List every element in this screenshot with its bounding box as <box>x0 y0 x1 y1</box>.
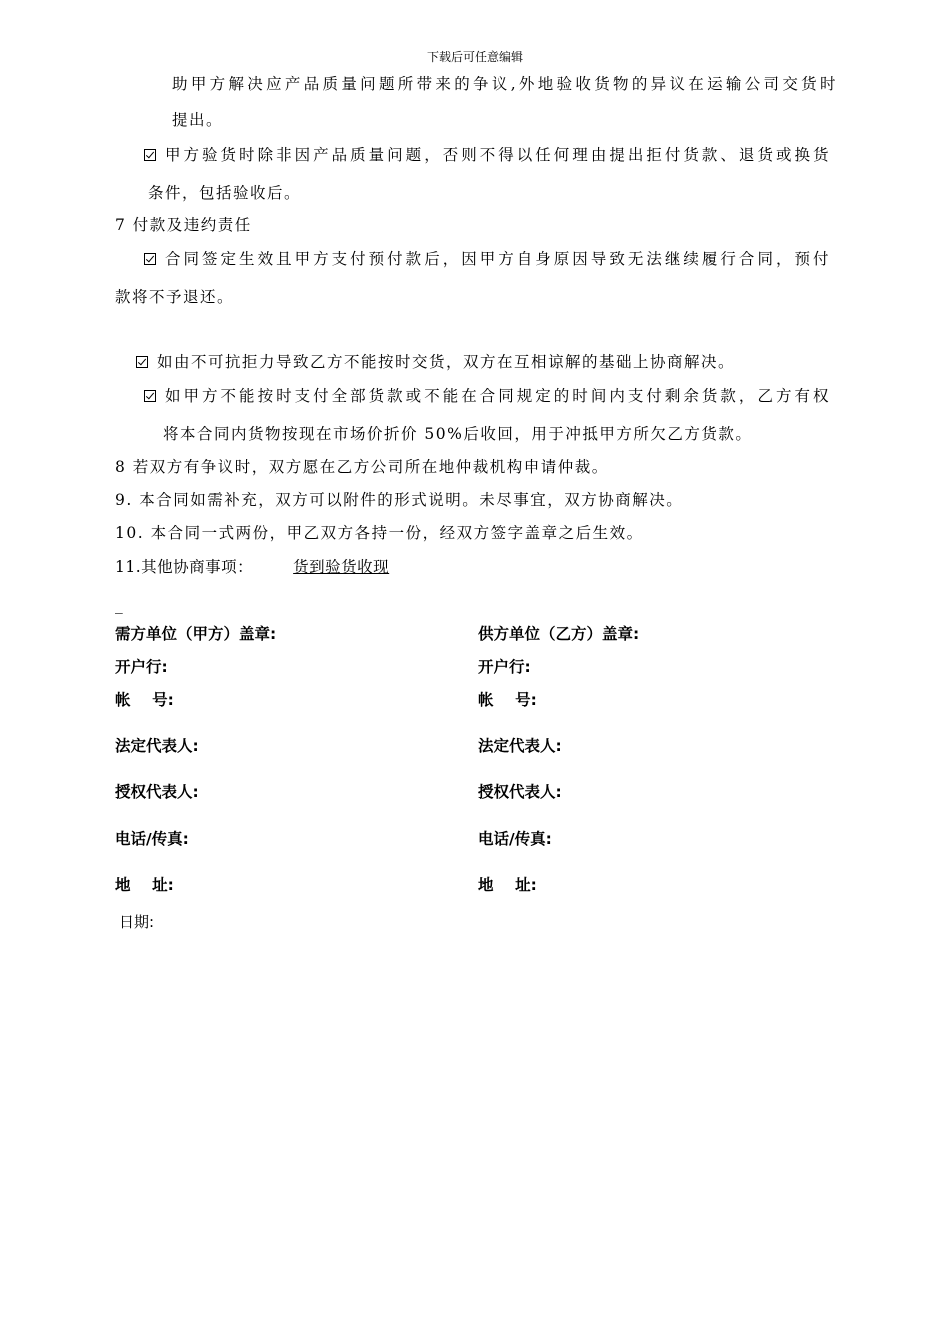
seller-seal-label: 供方单位（乙方）盖章: <box>478 625 640 643</box>
checked-box-icon <box>136 356 148 368</box>
clause-text: 合同签定生效且甲方支付预付款后，因甲方自身原因导致无法继续履行合同，预付 <box>165 250 829 268</box>
section-heading: 7 付款及违约责任 <box>115 216 252 234</box>
section-clause: 9. 本合同如需补充，双方可以附件的形式说明。未尽事宜，双方协商解决。 <box>115 491 684 509</box>
buyer-legal-rep-label: 法定代表人: <box>115 737 199 755</box>
checkbox-clause <box>144 386 836 406</box>
buyer-account-label: 帐 号: <box>115 691 174 709</box>
checked-box-icon <box>144 390 156 402</box>
other-matters-label: 11.其他协商事项： <box>115 558 254 576</box>
seller-legal-rep-label: 法定代表人: <box>478 737 562 755</box>
date-label: 日期: <box>119 913 155 931</box>
clause-text: 如由不可抗拒力导致乙方不能按时交货，双方在互相谅解的基础上协商解决。 <box>157 353 736 371</box>
page-header: 下载后可任意编辑 <box>426 50 523 64</box>
buyer-seal-label: 需方单位（甲方）盖章: <box>115 625 277 643</box>
other-matters-value: 货到验货收现 <box>293 558 390 576</box>
seller-phone-label: 电话/传真: <box>478 830 552 848</box>
section-clause: 8 若双方有争议时，双方愿在乙方公司所在地仲裁机构申请仲裁。 <box>115 458 609 476</box>
buyer-bank-label: 开户行: <box>115 658 168 676</box>
section-clause: 10. 本合同一式两份，甲乙双方各持一份，经双方签字盖章之后生效。 <box>115 524 644 542</box>
seller-auth-rep-label: 授权代表人: <box>478 783 562 801</box>
clause-line: 款将不予退还。 <box>115 288 235 306</box>
buyer-address-label: 地 址: <box>115 876 174 894</box>
dash-mark: _ <box>115 596 125 614</box>
buyer-phone-label: 电话/传真: <box>115 830 189 848</box>
checked-box-icon <box>144 149 156 161</box>
checkbox-clause <box>144 145 836 165</box>
seller-account-label: 帐 号: <box>478 691 537 709</box>
checked-box-icon <box>144 253 156 265</box>
clause-line: 将本合同内货物按现在市场价折价 50%后收回，用于冲抵甲方所欠乙方货款。 <box>163 425 753 443</box>
clause-line: 提出。 <box>172 111 224 129</box>
seller-address-label: 地 址: <box>478 876 537 894</box>
seller-bank-label: 开户行: <box>478 658 531 676</box>
checkbox-clause <box>144 249 836 269</box>
other-matters <box>115 557 389 577</box>
clause-text: 甲方验货时除非因产品质量问题，否则不得以任何理由提出拒付货款、退货或换货 <box>165 146 829 164</box>
buyer-auth-rep-label: 授权代表人: <box>115 783 199 801</box>
checkbox-clause <box>136 352 735 372</box>
clause-line: 助甲方解决应产品质量问题所带来的争议,外地验收货物的异议在运输公司交货时 <box>172 75 836 93</box>
clause-text: 如甲方不能按时支付全部货款或不能在合同规定的时间内支付剩余货款，乙方有权 <box>165 387 829 405</box>
clause-line: 条件，包括验收后。 <box>148 184 302 202</box>
